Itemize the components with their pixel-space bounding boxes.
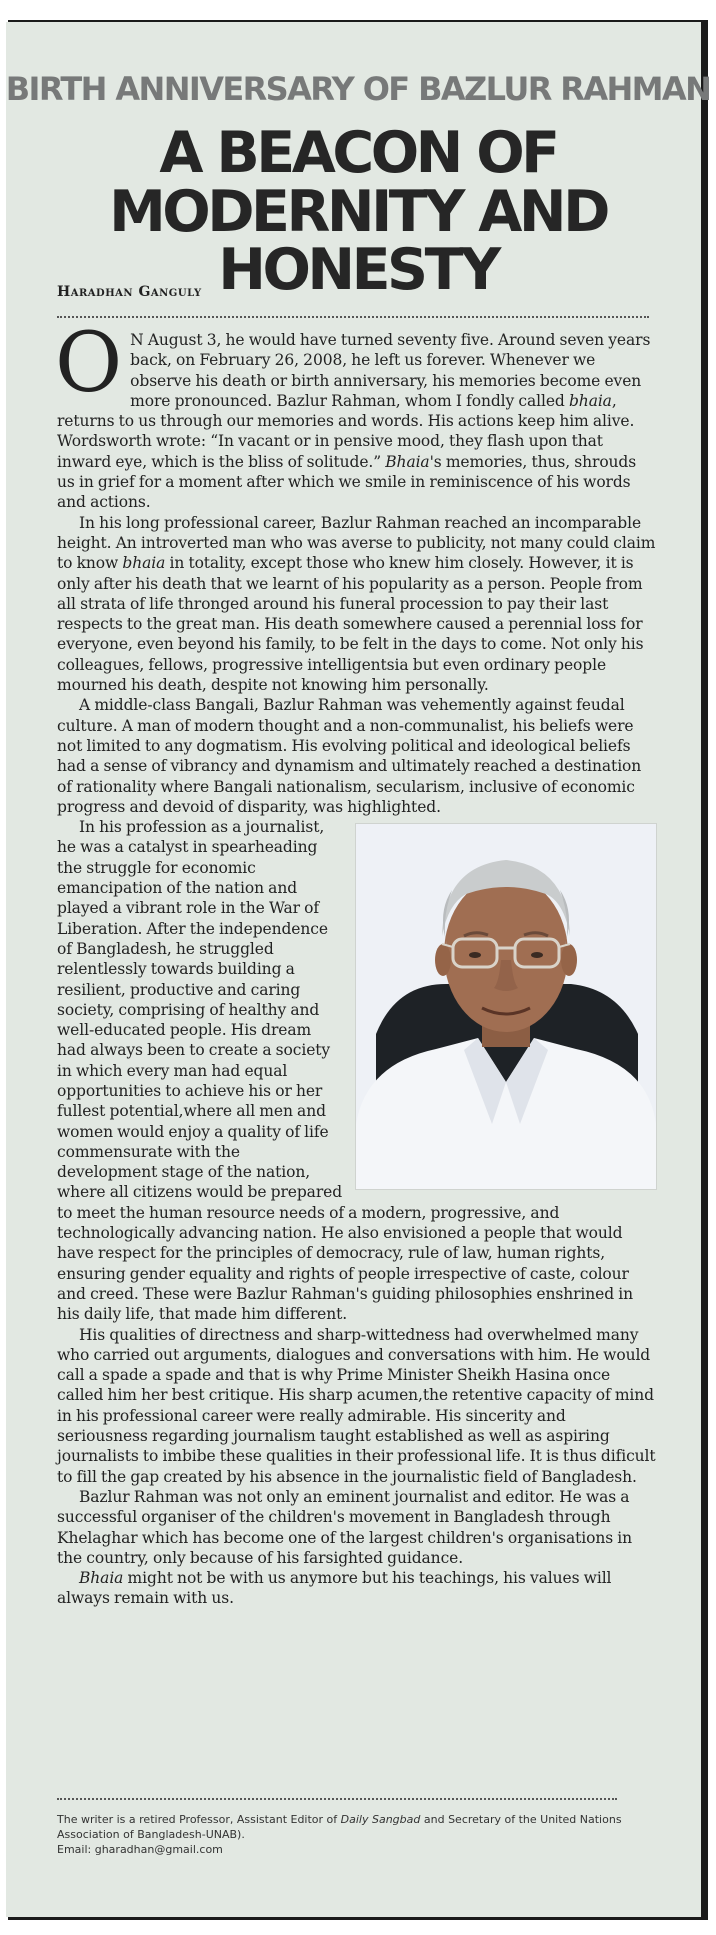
divider-top bbox=[57, 316, 649, 318]
drop-cap: O bbox=[55, 316, 123, 411]
article-body bbox=[55, 316, 657, 1609]
portrait-illustration bbox=[356, 824, 656, 1189]
author-email: Email: gharadhan@gmail.com bbox=[57, 1843, 223, 1856]
paragraph-6: Bazlur Rahman was not only an eminent journalist and editor. He was a successful organiser of the children's movement in Bangladesh through Khelaghar which has become one of the largest children's organisations in the country, only because of his farsighted guidance. bbox=[57, 1487, 633, 1567]
paragraph-3: A middle-class Bangali, Bazlur Rahman was vehemently against feudal culture. A man of modern thought and a non-communalist, his beliefs were not limited to any dogmatism. His evolving political and ideological beliefs had a sense of vibrancy and dynamism and ultimately reached a destination of rationality where Bangali nationalism, secularism, inclusive of economic progress and devoid of disparity, was highlighted. bbox=[57, 696, 642, 816]
paragraph-4: In his profession as a journalist, he was a catalyst in spearheading the struggle for economic emancipation of the nation and played a vibrant role in the War of Liberation. After the independence of Bangladesh, he struggled relentlessly towards building a resilient, productive and caring society, comprising of healthy and well-educated people. His dream had always been to create a society in which every man had equal opportunities to achieve his or her fullest potential,where all men and women would enjoy a quality of life commensurate with the development stage of the nation, where all citizens would be prepared to meet the human resource needs of a modern, progressive, and technologically advancing nation. He also envisioned a people that would have respect for the principles of democracy, rule of law, human rights, ensuring gender equality and rights of people irrespective of caste, colour and creed. These were Bazlur Rahman's guiding philosophies enshrined in his daily life, that made him different. bbox=[57, 818, 634, 1324]
paragraph-2: In his long professional career, Bazlur Rahman reached an incomparable height. An introverted man who was averse to publicity, not many could claim to know bhaia in totality, except those who knew him closely. However, it is only after his death that we learnt of his popularity as a person. People from all strata of life thronged around his funeral procession to pay their last respects to the great man. His death somewhere caused a perennial loss for everyone, even beyond his family, to be felt in the days to come. Not only his colleagues, fellows, progressive intelligentsia but even ordinary people mourned his death, despite not knowing him personally. bbox=[57, 513, 656, 695]
author-note bbox=[57, 1812, 657, 1857]
divider-bottom bbox=[57, 1798, 617, 1800]
paragraph-1: O N August 3, he would have turned seventy five. Around seven years back, on February 26, 2008, he left us forever. Whenever we observe his death or birth anniversary, his memories become even more pronounced. Bazlur Rahman, whom I fondly called bhaia, returns to us through our memories and words. His actions keep him alive. Wordsworth wrote: “In vacant or in pensive mood, they flash upon that inward eye, which is the bliss of solitude.” Bhaia's memories, thus, shrouds us in grief for a moment after which we smile in reminiscence of his words and actions. bbox=[55, 316, 651, 512]
paragraph-7: Bhaia might not be with us anymore but his teachings, his values will always remain with us. bbox=[57, 1569, 612, 1608]
author-description: The writer is a retired Professor, Assistant Editor of Daily Sangbad and Secretary of the United Nations Association of Bangladesh-UNAB). bbox=[57, 1813, 622, 1841]
portrait-photo bbox=[355, 823, 657, 1190]
kicker-heading: BIRTH ANNIVERSARY OF BAZLUR RAHMAN bbox=[5, 70, 711, 108]
byline: Haradhan Ganguly bbox=[57, 284, 202, 300]
article-headline: A BEACON OF MODERNITY AND HONESTY bbox=[109, 120, 607, 304]
paragraph-5: His qualities of directness and sharp-wittedness had overwhelmed many who carried out arguments, dialogues and conversations with him. He would call a spade a spade and that is why Prime Minister Sheikh Hasina once called him her best critique. His sharp acumen,the retentive capacity of mind in his professional career were really admirable. His sincerity and seriousness regarding journalism taught established as well as aspiring journalists to imbibe these qualities in their professional life. It is thus dificult to fill the gap created by his absence in the journalistic field of Bangladesh. bbox=[57, 1325, 656, 1486]
